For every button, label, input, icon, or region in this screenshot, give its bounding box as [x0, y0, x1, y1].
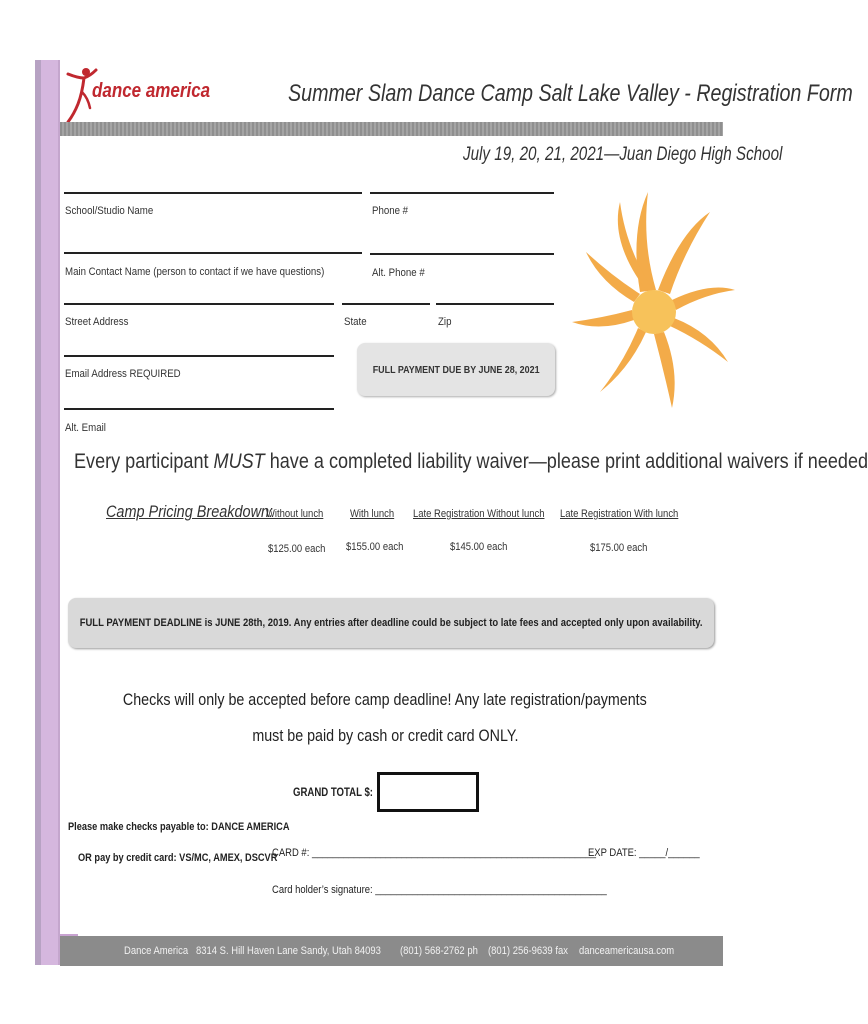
footer-phone: (801) 568-2762 ph	[400, 945, 478, 957]
price-option-value: $125.00 each	[268, 543, 326, 555]
checks-payable-text: Please make checks payable to: DANCE AMERICA	[68, 821, 290, 833]
footer-band	[60, 936, 723, 966]
checks-notice-line2: must be paid by cash or credit card ONLY.	[251, 726, 519, 745]
alt-phone-label: Alt. Phone #	[372, 267, 425, 279]
card-number-field[interactable]: CARD #: ______________________________________________________	[272, 847, 597, 859]
street-address-line[interactable]	[64, 303, 334, 305]
grand-total-label: GRAND TOTAL $:	[293, 785, 374, 799]
price-option-label: Without lunch	[266, 508, 324, 520]
zip-label: Zip	[438, 316, 452, 328]
contact-name-line[interactable]	[64, 252, 362, 254]
street-address-label: Street Address	[65, 316, 129, 328]
exp-date-field[interactable]: EXP DATE: _____/______	[588, 847, 700, 859]
state-label: State	[344, 316, 367, 328]
waiver-text-after: have a completed liability waiver—please print additional waivers if needed	[264, 450, 868, 473]
side-bar	[41, 60, 58, 965]
state-line[interactable]	[342, 303, 430, 305]
zip-line[interactable]	[436, 303, 554, 305]
price-option-value: $155.00 each	[346, 541, 404, 553]
deadline-notice-box	[68, 598, 714, 648]
deadline-notice-text: FULL PAYMENT DEADLINE is JUNE 28th, 2019. Any entries after deadline could be subject to late fees and accepted only upon availability.	[79, 617, 703, 629]
payment-due-box	[357, 343, 555, 396]
footer-company: Dance America	[124, 945, 189, 957]
price-option-value: $175.00 each	[590, 542, 648, 554]
footer-website[interactable]: danceamericausa.com	[579, 945, 675, 957]
phone-label: Phone #	[372, 205, 409, 217]
alt-email-label: Alt. Email	[65, 422, 106, 434]
footer-fax: (801) 256-9639 fax	[488, 945, 568, 957]
price-option-label: Late Registration Without lunch	[413, 508, 545, 520]
footer-address: 8314 S. Hill Haven Lane Sandy, Utah 84093	[196, 945, 381, 957]
phone-line[interactable]	[370, 192, 554, 194]
sun-graphic	[560, 172, 740, 427]
waiver-notice	[74, 450, 868, 474]
logo-text: dance america	[92, 80, 211, 102]
page-title: Summer Slam Dance Camp Salt Lake Valley - Registration Form	[288, 80, 853, 107]
payment-due-text: FULL PAYMENT DUE BY JUNE 28, 2021	[372, 363, 540, 376]
pricing-title: Camp Pricing Breakdown:	[106, 502, 274, 521]
card-signature-field[interactable]: Card holder’s signature: ____________________________________________	[272, 884, 607, 896]
alt-phone-line[interactable]	[370, 253, 554, 255]
price-option-label: Late Registration With lunch	[560, 508, 679, 520]
header-band	[60, 122, 723, 136]
school-name-label: School/Studio Name	[65, 205, 154, 217]
price-option-label: With lunch	[350, 508, 395, 520]
alt-email-line[interactable]	[64, 408, 334, 410]
waiver-text-before: Every participant	[74, 450, 214, 473]
email-label: Email Address REQUIRED	[65, 368, 181, 380]
side-bar-edge	[58, 60, 60, 965]
email-line[interactable]	[64, 355, 334, 357]
grand-total-field[interactable]	[377, 772, 479, 812]
contact-name-label: Main Contact Name (person to contact if we have questions)	[65, 266, 325, 278]
school-name-line[interactable]	[64, 192, 362, 194]
event-date-location: July 19, 20, 21, 2021—Juan Diego High School	[463, 144, 783, 165]
price-option-value: $145.00 each	[450, 541, 508, 553]
checks-notice-line1: Checks will only be accepted before camp deadline! Any late registration/payments	[123, 690, 647, 709]
waiver-emphasis: MUST	[213, 450, 265, 473]
credit-card-types-text: OR pay by credit card: VS/MC, AMEX, DSCVR	[78, 852, 278, 864]
